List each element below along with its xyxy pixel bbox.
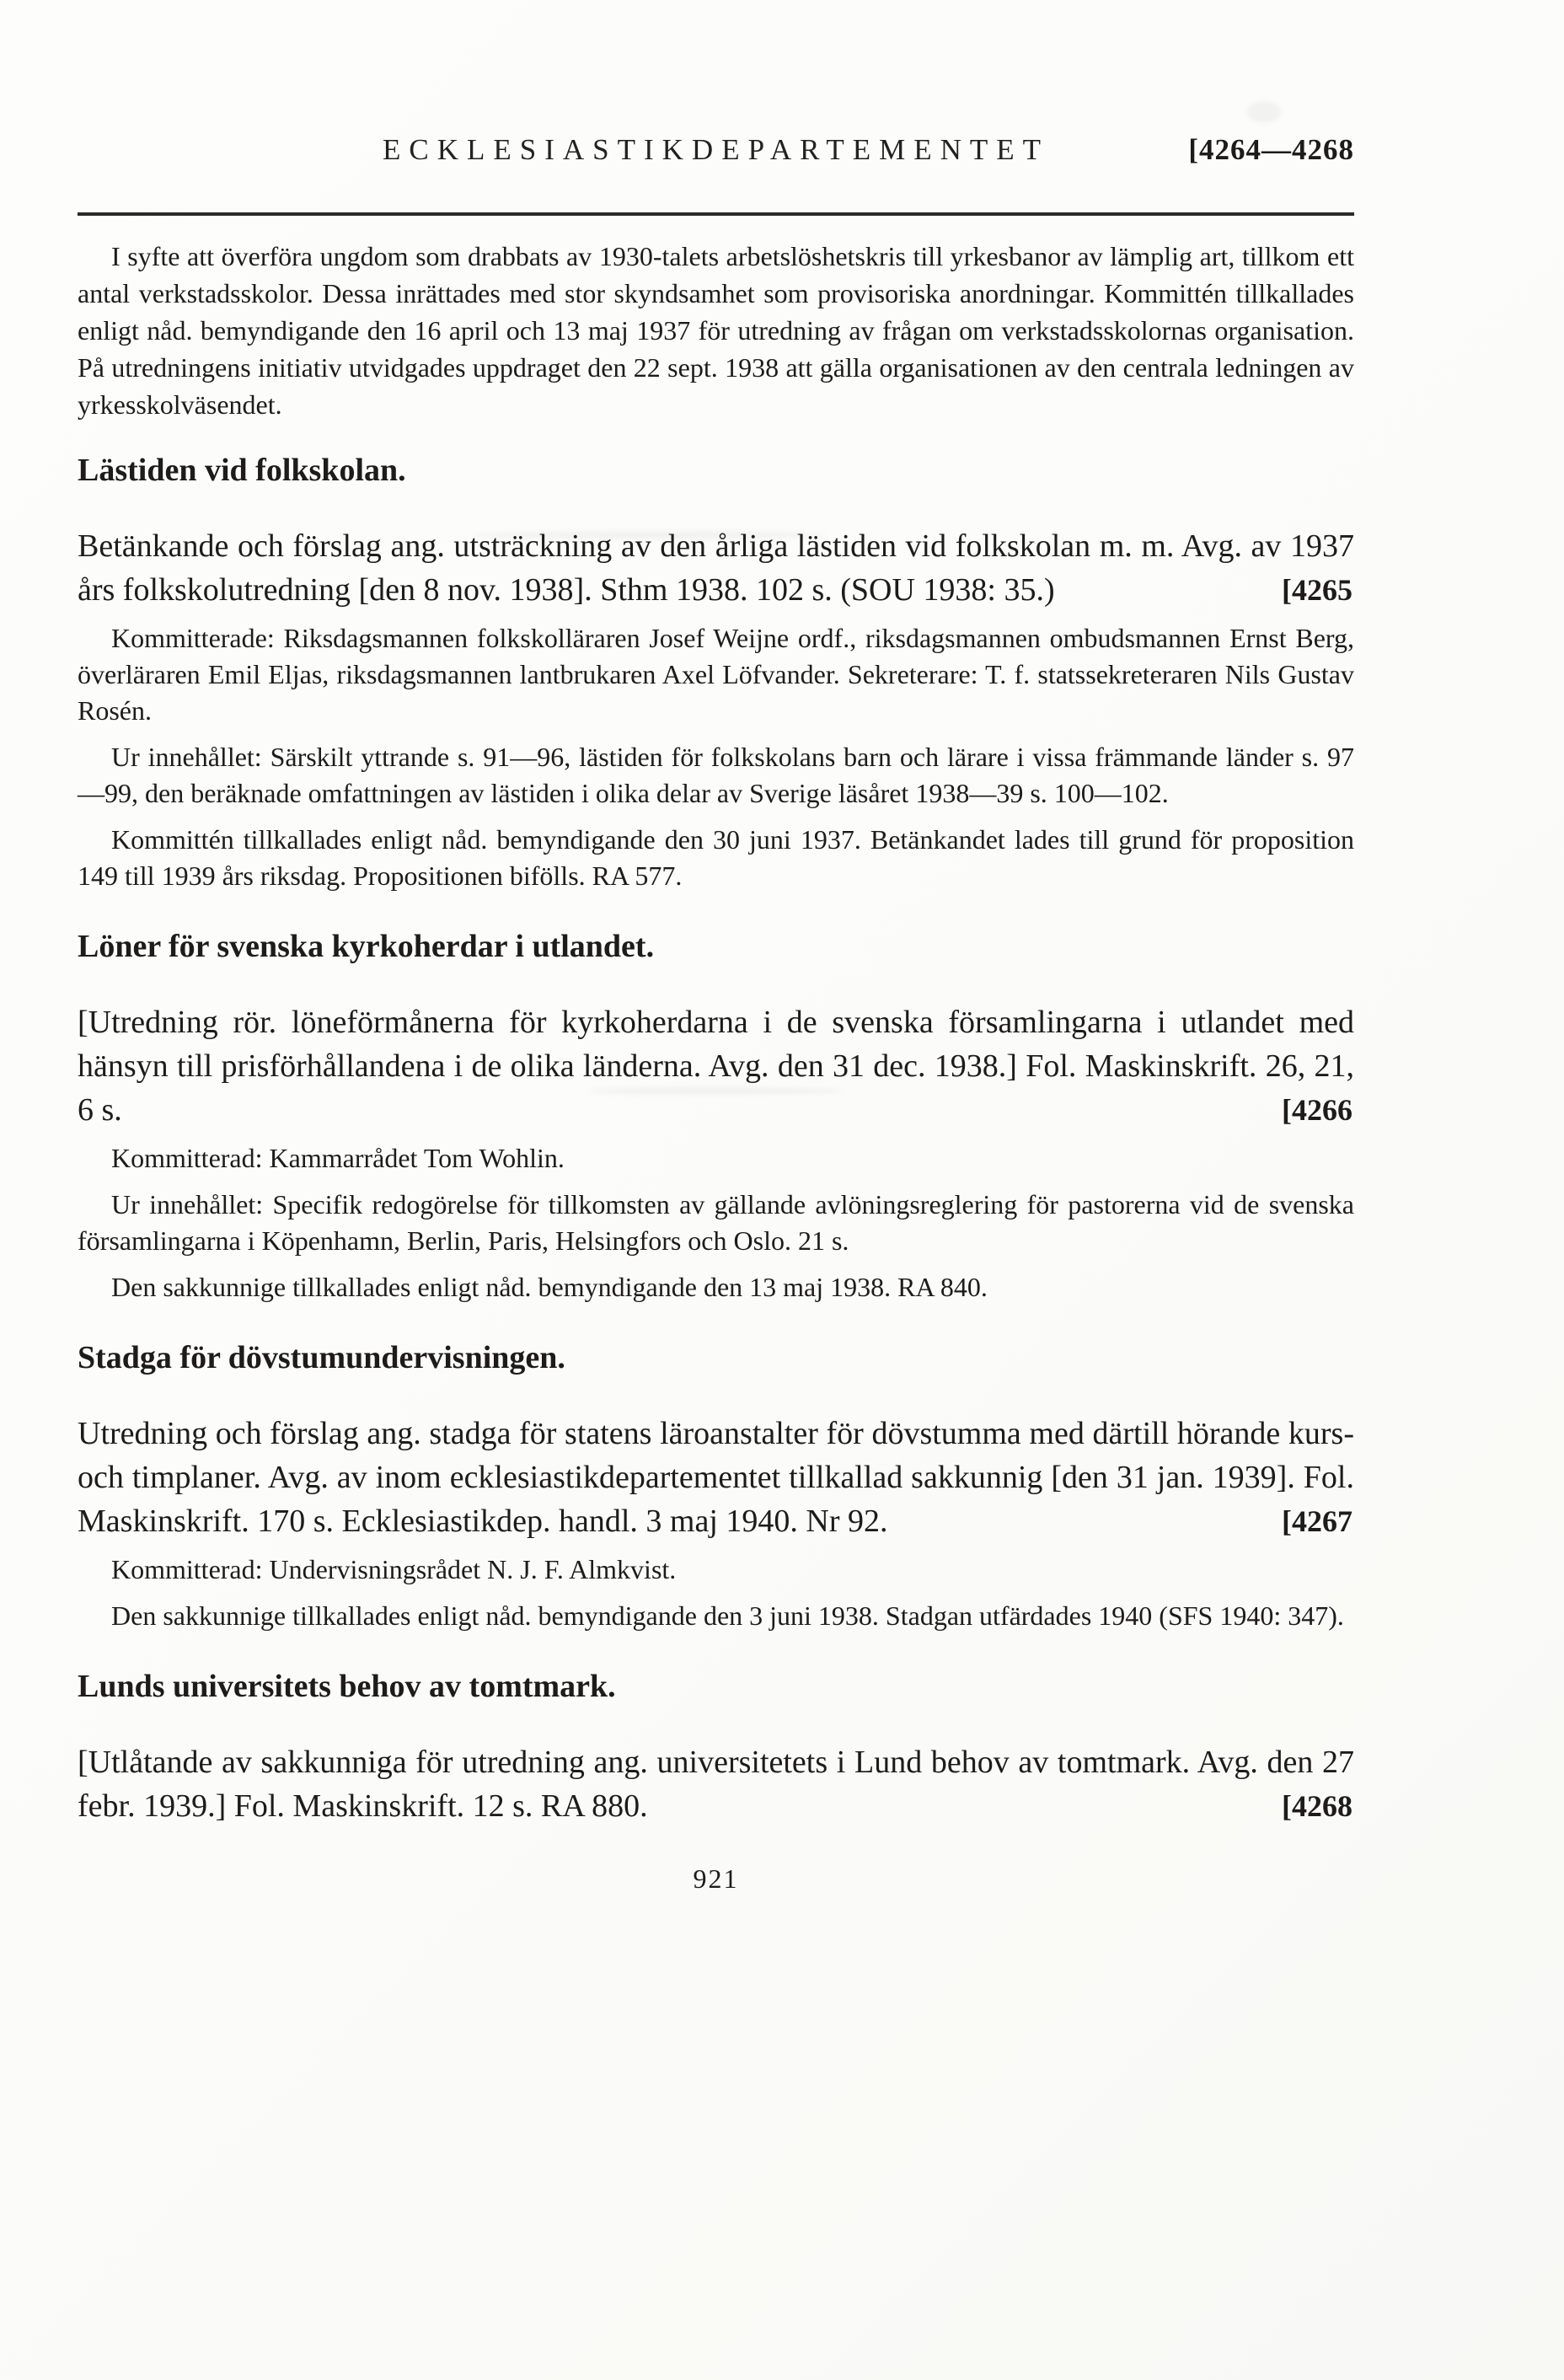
department-title: ECKLESIASTIKDEPARTEMENTET [382, 133, 1050, 166]
entry-4266-committee-note: Kommitterad: Kammarrådet Tom Wohlin. [111, 1143, 565, 1173]
entry-4265-number: [4265 [1282, 573, 1352, 607]
entry-4266-contents-note: Ur innehållet: Specifik redogörelse för tillkomsten av gällande avlöningsreglering för pastorerna vid de svenska församlingarna i Köpenhamn, Berlin, Paris, Helsingfors och Oslo. 21 s. [78, 1189, 1354, 1256]
entry-4265 [78, 524, 1354, 612]
entry-4267-committee-note: Kommitterad: Undervisningsrådet N. J. F. Almkvist. [111, 1554, 677, 1584]
entry-4265-text: Betänkande och förslag ang. utsträckning av den årliga lästiden vid folkskolan m. m. Avg. av 1937 års folkskolutredning [den 8 nov. 1938]. Sthm 1938. 102 s. (SOU 1938: 35.) [78, 528, 1354, 608]
page-header [78, 133, 1354, 174]
entry-4265-committee-note: Kommitterade: Riksdagsmannen folkskolläraren Josef Weijne ordf., riksdagsmannen ombudsmannen Ernst Berg, överläraren Emil Eljas, riksdagsmannen lantbrukaren Axel Löfvander. Sekreterare: T. f. statssekreteraren Nils Gustav Rosén. [78, 623, 1354, 726]
entry-4267-number: [4267 [1282, 1504, 1352, 1538]
entry-4267-history-note: Den sakkunnige tillkallades enligt nåd. bemyndigande den 3 juni 1938. Stadgan utfärdades 1940 (SFS 1940: 347). [111, 1600, 1344, 1631]
entry-4266 [78, 1000, 1354, 1132]
entry-4268-text: [Utlåtande av sakkunniga för utredning ang. universitetets i Lund behov av tomtmark. Avg. den 27 febr. 1939.] Fol. Maskinskrift. 12 s. RA 880. [78, 1745, 1354, 1824]
scan-smudge [1247, 101, 1281, 123]
section-heading-stadga-for-dovstumundervisningen: Stadga för dövstumundervisningen. [78, 1340, 565, 1375]
page-content [78, 133, 1354, 1895]
section-heading-loner-for-svenska-kyrkoherdar: Löner för svenska kyrkoherdar i utlandet. [78, 929, 655, 964]
section-heading-lastiden-vid-folkskolan: Lästiden vid folkskolan. [78, 453, 406, 488]
entry-4268-number: [4268 [1282, 1789, 1352, 1823]
entry-4266-text: [Utredning rör. löneförmånerna för kyrkoherdarna i de svenska församlingarna i utlandet med hänsyn till prisförhållandena i de olika länderna. Avg. den 31 dec. 1938.] Fol. Maskinskrift. 26, 21, 6 s. [78, 1005, 1354, 1128]
page-number: 921 [693, 1863, 739, 1894]
section-heading-lunds-universitets-behov-av-tomtmark: Lunds universitets behov av tomtmark. [78, 1669, 616, 1704]
entry-4265-history-note: Kommittén tillkallades enligt nåd. bemyndigande den 30 juni 1937. Betänkandet lades till grund för proposition 149 till 1939 års riksdag. Propositionen bifölls. RA 577. [78, 824, 1354, 891]
entry-range-number: [4264—4268 [1188, 133, 1354, 166]
entry-4267-text: Utredning och förslag ang. stadga för statens läroanstalter för dövstumma med därtill hörande kurs- och timplaner. Avg. av inom ecklesiastikdepartementet tillkallad sakkunnig [den 31 jan. 1939]. Fol. Maskinskrift. 170 s. Ecklesiastikdep. handl. 3 maj 1940. Nr 92. [78, 1416, 1354, 1539]
entry-4265-contents-note: Ur innehållet: Särskilt yttrande s. 91—96, lästiden för folkskolans barn och lärare i vissa främmande länder s. 97—99, den beräknade omfattningen av lästiden i olika delar av Sverige läsåret 1938—39 s. 100—102. [78, 742, 1354, 808]
header-rule [78, 212, 1354, 216]
entry-4268 [78, 1740, 1354, 1828]
entry-4266-history-note: Den sakkunnige tillkallades enligt nåd. bemyndigande den 13 maj 1938. RA 840. [111, 1272, 988, 1302]
entry-4267 [78, 1412, 1354, 1543]
intro-paragraph-entry-4264: I syfte att överföra ungdom som drabbats av 1930-talets arbetslöshetskris till yrkesbanor av lämplig art, tillkom ett antal verkstadsskolor. Dessa inrättades med stor skyndsamhet som provisoriska anordningar. Kommittén tillkallades enligt nåd. bemyndigande den 16 april och 13 maj 1937 för utredning av frågan om verkstadsskolornas organisation. På utredningens initiativ utvidgades uppdraget den 22 sept. 1938 att gälla organisationen av den centrala ledningen av yrkesskolväsendet. [78, 241, 1354, 420]
entry-4266-number: [4266 [1282, 1093, 1352, 1127]
